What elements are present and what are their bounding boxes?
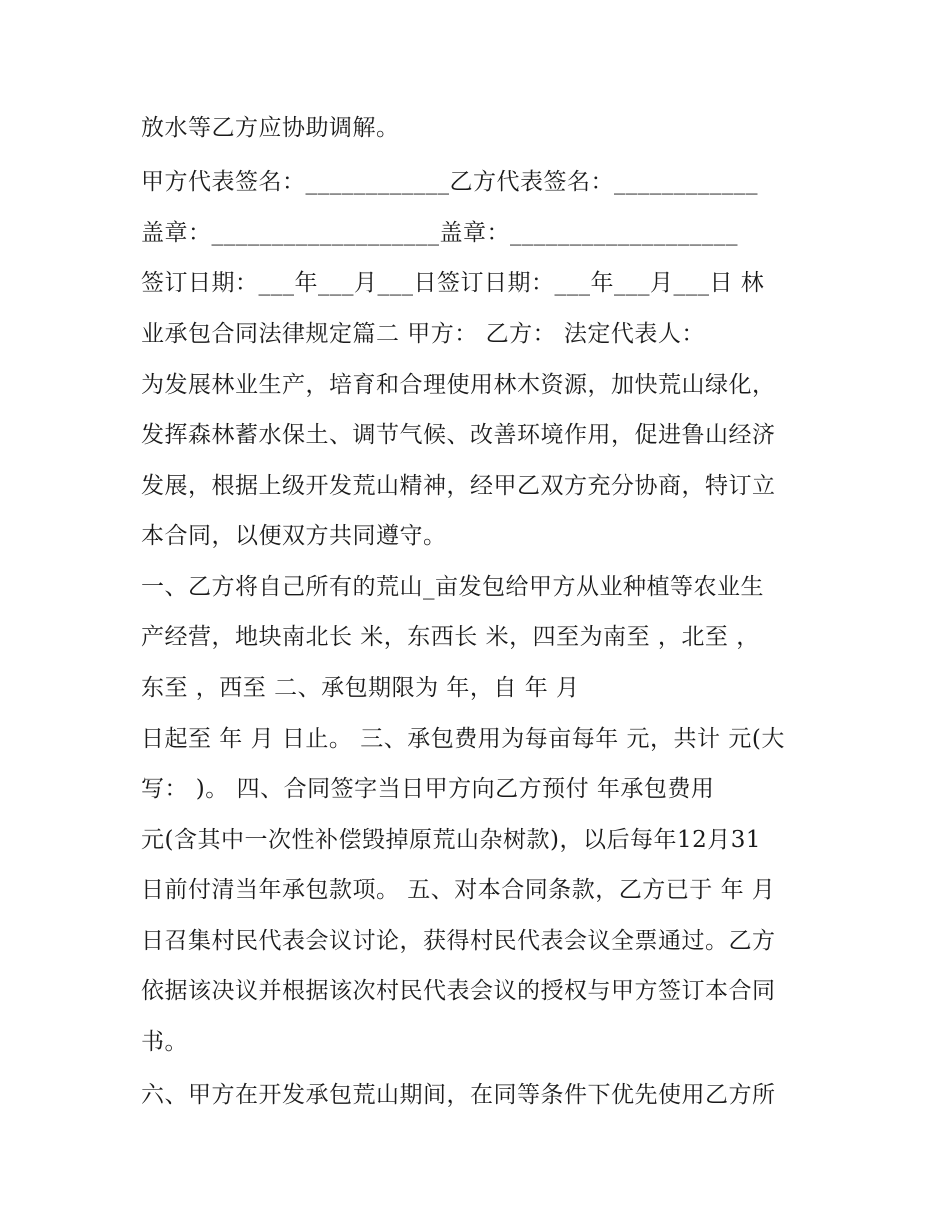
text-line: 产经营，地块南北长 米，东西长 米，四至为南至 ，北至 ， — [141, 624, 760, 650]
text-line: 依据该决议并根据该次村民代表会议的授权与甲方签订本合同 — [141, 978, 776, 1004]
text-line: 书。 — [141, 1029, 188, 1055]
text-line: 本合同，以便双方共同遵守。 — [141, 523, 447, 549]
text-line: 日起至 年 月 日止。 三、承包费用为每亩每年 元，共计 元(大 — [141, 726, 785, 752]
text-line: 日召集村民代表会议讨论，获得村民代表会议全票通过。乙方 — [141, 928, 776, 954]
text-line: 发展，根据上级开发荒山精神，经甲乙双方充分协商，特订立 — [141, 473, 776, 499]
text-line: 元(含其中一次性补偿毁掉原荒山杂树款)，以后每年12月31 — [141, 827, 761, 853]
text-line: 东至 ，西至 二、承包期限为 年，自 年 月 — [141, 675, 580, 701]
date-line: 签订日期：___年___月___日签订日期：___年___月___日 林 — [141, 270, 765, 296]
text-line: 日前付清当年承包款项。 五、对本合同条款，乙方已于 年 月 — [141, 877, 776, 903]
text-line: 放水等乙方应协助调解。 — [141, 115, 400, 141]
text-line: 写： )。 四、合同签字当日甲方向乙方预付 年承包费用 — [141, 776, 715, 802]
text-line: 一、乙方将自己所有的荒山_亩发包给甲方从业种植等农业生 — [141, 574, 764, 600]
signature-line: 甲方代表签名：____________乙方代表签名：____________ — [141, 169, 758, 195]
seal-line: 盖章：___________________盖章：___________________ — [141, 220, 738, 246]
text-line: 为发展林业生产，培育和合理使用林木资源，加快荒山绿化， — [141, 372, 776, 398]
text-line: 六、甲方在开发承包荒山期间，在同等条件下优先使用乙方所 — [141, 1082, 776, 1108]
text-line: 发挥森林蓄水保土、调节气候、改善环境作用，促进鲁山经济 — [141, 422, 776, 448]
section-heading-line: 业承包合同法律规定篇二 甲方： 乙方： 法定代表人： — [141, 321, 705, 347]
